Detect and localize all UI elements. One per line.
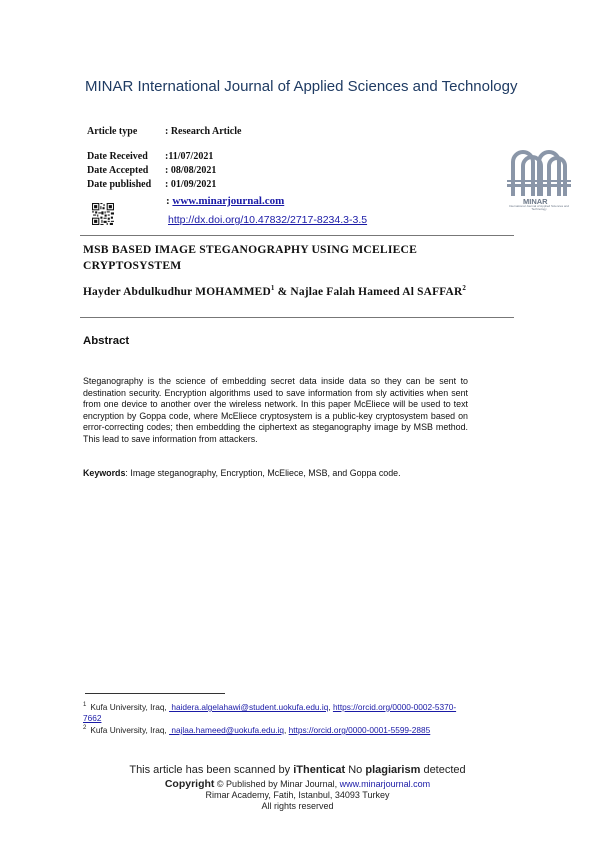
footnote-email-link[interactable]: haidera.algelahawi@student.uokufa.edu.iq bbox=[169, 702, 329, 712]
footnote-number: 1 bbox=[83, 702, 87, 709]
meta-label: Date Accepted bbox=[87, 165, 149, 176]
author-1: Hayder Abdulkudhur MOHAMMED bbox=[83, 285, 271, 298]
meta-label: Date published bbox=[87, 179, 152, 190]
meta-value: : 08/08/2021 bbox=[165, 165, 217, 176]
footnote-affiliation: Kufa University, Iraq, bbox=[90, 702, 170, 712]
footnote-email-link[interactable]: najlaa.hameed@uokufa.edu.iq bbox=[169, 725, 285, 735]
meta-date-accepted bbox=[87, 165, 216, 176]
footnote-separator: , bbox=[284, 725, 289, 735]
qr-code-icon bbox=[92, 203, 114, 225]
meta-value: : Research Article bbox=[165, 126, 242, 137]
copyright-link[interactable]: www.minarjournal.com bbox=[339, 779, 431, 789]
footnote-2 bbox=[83, 725, 430, 735]
plagiarism-statement bbox=[0, 764, 595, 776]
meta-label: Article type bbox=[87, 126, 138, 137]
footnote-orcid-link[interactable]: https://orcid.org/0000-0001-5599-2885 bbox=[288, 725, 431, 735]
rights-reserved: All rights reserved bbox=[261, 801, 334, 811]
logo-tagline: International Journal of Applied Sciences and Technology bbox=[508, 205, 570, 212]
meta-date-received bbox=[87, 151, 213, 162]
keywords-label: Keywords bbox=[83, 468, 126, 478]
plagiarism-label: plagiarism bbox=[365, 764, 421, 776]
meta-date-published bbox=[87, 179, 216, 190]
footnote-1-continued bbox=[83, 713, 101, 723]
meta-article-type bbox=[87, 126, 241, 137]
author-1-sup: 1 bbox=[270, 284, 275, 292]
footnote-1 bbox=[83, 702, 456, 712]
meta-value: :11/07/2021 bbox=[165, 151, 214, 162]
journal-website-link[interactable]: www.minarjournal.com bbox=[172, 195, 285, 207]
scan-no: No bbox=[345, 764, 366, 776]
author-2-sup: 2 bbox=[462, 284, 467, 292]
meta-label: Date Received bbox=[87, 151, 148, 162]
title-divider bbox=[80, 317, 514, 318]
abstract-text: Steganography is the science of embedding secret data inside data so they can be sent to destination security. Encryption algorithms used to save information from sly activities when sent from one device to another over the wireless network. In this paper McEliece will be used to text encryption by Goppa code, where McEliece cryptosystem is a public-key cryptosystem based on error-correcting codes; then embedding the ciphertext as steganography image by MSB method. This lead to save information from attackers. bbox=[83, 376, 468, 444]
copyright-line bbox=[0, 778, 595, 790]
keywords-text: : Image steganography, Encryption, McEliece, MSB, and Goppa code. bbox=[125, 468, 401, 478]
copyright-label: Copyright bbox=[164, 778, 215, 790]
logo-word: MINAR bbox=[523, 197, 548, 206]
keywords bbox=[83, 468, 483, 478]
scan-text: This article has been scanned by bbox=[129, 764, 294, 776]
journal-title: MINAR International Journal of Applied Sciences and Technology bbox=[85, 78, 518, 95]
author-line bbox=[83, 284, 466, 298]
copyright-text: © Published by Minar Journal, bbox=[214, 779, 340, 789]
footnote-divider bbox=[85, 693, 225, 694]
header-divider bbox=[80, 235, 514, 236]
minar-logo bbox=[503, 140, 575, 215]
footnote-affiliation: Kufa University, Iraq, bbox=[90, 725, 170, 735]
article-title: MSB BASED IMAGE STEGANOGRAPHY USING MCELIECE CRYPTOSYSTEM bbox=[83, 243, 418, 272]
abstract-heading: Abstract bbox=[83, 335, 130, 347]
author-2: Najlae Falah Hameed Al SAFFAR bbox=[290, 285, 463, 298]
footnote-orcid-link-cont[interactable]: 7662 bbox=[83, 713, 102, 723]
footnote-separator: , bbox=[328, 702, 333, 712]
publisher-address: Rimar Academy, Fatih, Istanbul, 34093 Turkey bbox=[205, 790, 390, 800]
doi-link[interactable]: http://dx.doi.org/10.47832/2717-8234.3-3.5 bbox=[168, 214, 368, 226]
scan-post: detected bbox=[420, 764, 466, 776]
journal-website bbox=[166, 195, 284, 207]
author-separator: & bbox=[274, 285, 291, 298]
site-prefix: : bbox=[166, 195, 173, 207]
ithenticat-label: iThenticat bbox=[293, 764, 346, 776]
footnote-number: 2 bbox=[83, 725, 87, 732]
footnote-orcid-link[interactable]: https://orcid.org/0000-0002-5370- bbox=[332, 702, 457, 712]
meta-value: : 01/09/2021 bbox=[165, 179, 217, 190]
